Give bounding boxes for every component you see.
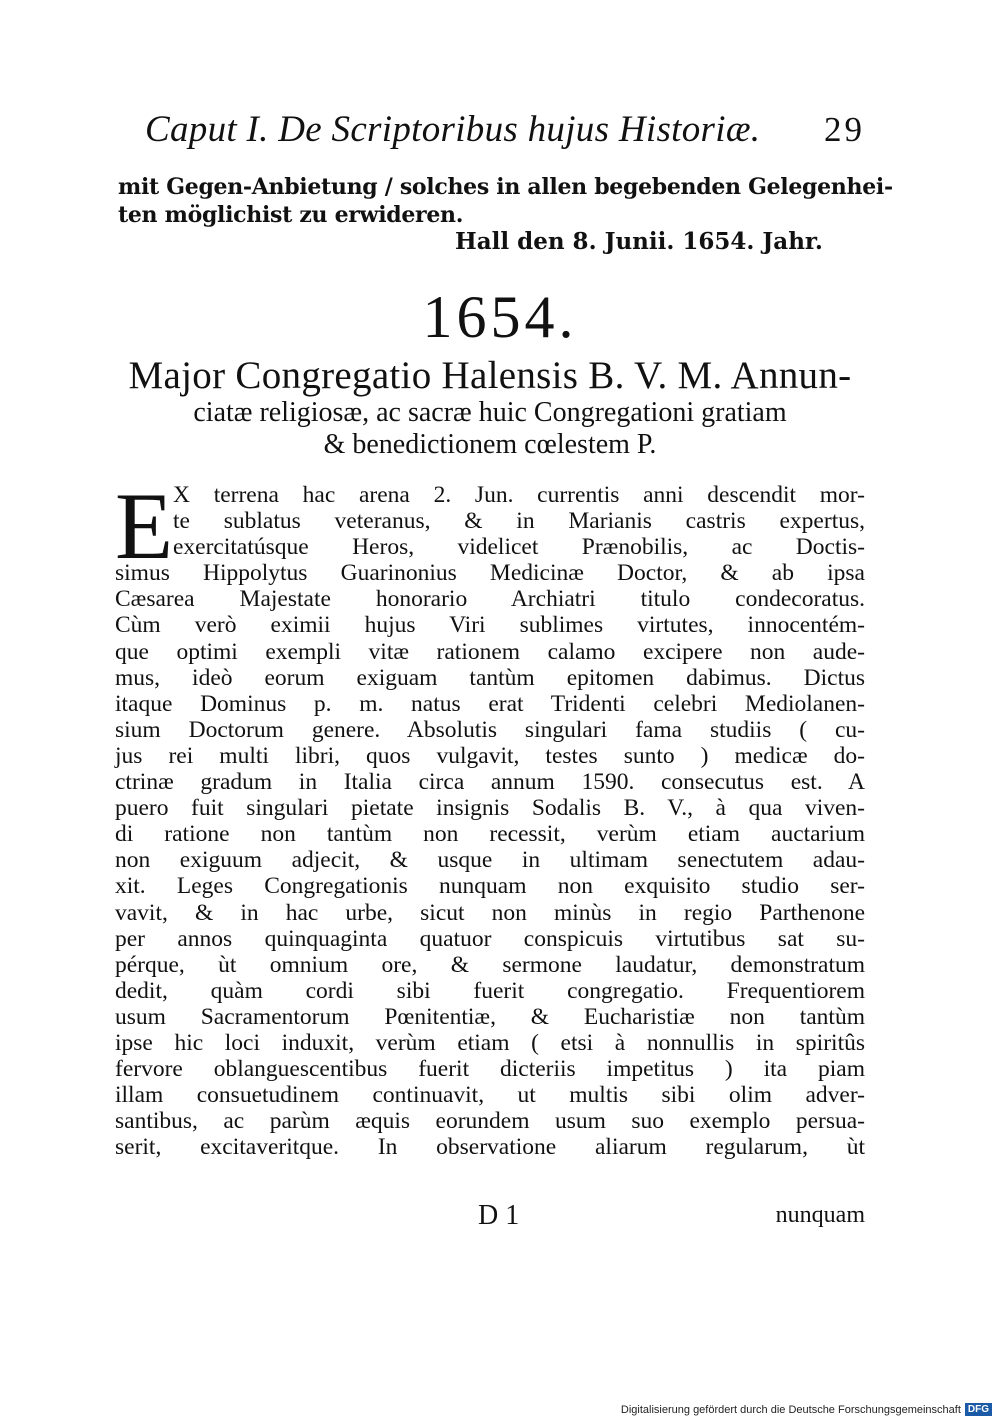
text-line: ctrinæ gradum in Italia circa annum 1590. consecutus est. A (115, 769, 865, 796)
text-line: itaque Dominus p. m. natus erat Tridenti celebri Mediolanen- (115, 690, 865, 717)
text-line: puero fuit singulari pietate insignis Sodalis B. V., à qua viven- (115, 795, 865, 822)
text-line: que optimi exempli vitæ rationem calamo excipere non aude- (115, 638, 865, 665)
heading-line-1: Major Congregatio Halensis B. V. M. Annun- (128, 354, 852, 397)
german-date-line: Hall den 8. Junii. 1654. Jahr. (455, 228, 823, 255)
text-line: per annos quinquaginta quatuor conspicuis virtutibus sat su- (115, 925, 865, 952)
drop-cap: E (115, 473, 174, 579)
text-line: dedit, quàm cordi sibi fuerit congregatio. Frequentiorem (115, 977, 865, 1004)
text-line: sium Doctorum genere. Absolutis singulari fama studiis ( cu- (115, 716, 865, 743)
text-line: Cùm verò eximii hujus Viri sublimes virtutes, innocentém- (115, 612, 865, 639)
german-letter-closing (118, 173, 893, 229)
text-line: pérque, ùt omnium ore, & sermone laudatur, demonstratum (115, 951, 865, 978)
text-line: exercitatúsque Heros, videlicet Prænobilis, ac Doctis- (173, 534, 865, 561)
section-heading (100, 355, 880, 461)
text-line: xit. Leges Congregationis nunquam non exquisito studio ser- (115, 873, 865, 900)
text-line: jus rei multi libri, quos vulgavit, testes sunto ) medicæ do- (115, 742, 865, 769)
text-line: Cæsarea Majestate honorario Archiatri titulo condecoratus. (115, 586, 865, 613)
text-line: vavit, & in hac urbe, sicut non minùs in regio Parthenone (115, 899, 865, 926)
text-line: di ratione non tantùm non recessit, verùm etiam auctarium (115, 821, 865, 848)
page-footer (115, 1200, 865, 1240)
text-line: non exiguum adjecit, & usque in ultimam senectutem adau- (115, 847, 865, 874)
text-line: X terrena hac arena 2. Jun. currentis anni descendit mor- (173, 482, 865, 508)
heading-line-3: & benedictionem cœlestem P. (323, 429, 657, 460)
year-heading: 1654. (422, 284, 578, 350)
text-line: te sublatus veteranus, & in Marianis castris expertus, (173, 508, 865, 535)
text-line: usum Sacramentorum Pœnitentiæ, & Eucharistiæ non tantùm (115, 1003, 865, 1030)
page-number: 29 (824, 110, 865, 149)
digitization-credit (621, 1403, 992, 1416)
text-line: illam consuetudinem continuavit, ut multis sibi olim adver- (115, 1082, 865, 1109)
text-line: fervore oblanguescentibus fuerit dicteriis impetitus ) ita piam (115, 1056, 865, 1083)
body-paragraph (115, 473, 865, 1161)
catchword: nunquam (775, 1202, 865, 1228)
text-line: ipse hic loci induxit, verùm etiam ( etsi à nonnullis in spiritûs (115, 1029, 865, 1056)
running-header (145, 108, 865, 156)
signature-mark: D 1 (478, 1200, 520, 1231)
text-line: serit, excitaveritque. In observatione aliarum regularum, ùt (115, 1134, 865, 1161)
text-line: santibus, ac parùm æquis eorundem usum suo exemplo persua- (115, 1108, 865, 1135)
german-line: mit Gegen-Anbietung / solches in allen begebenden Gelegenhei- (118, 174, 893, 200)
german-line: ten möglichist zu erwideren. (118, 202, 464, 228)
credit-text: Digitalisierung gefördert durch die Deutsche Forschungsgemeinschaft (620, 1403, 961, 1416)
dfg-logo-icon: DFG (965, 1403, 992, 1416)
heading-line-2: ciatæ religiosæ, ac sacræ huic Congregationi gratiam (193, 397, 787, 428)
running-title: Caput I. De Scriptoribus hujus Historiæ. (145, 109, 761, 150)
text-line: simus Hippolytus Guarinonius Medicinæ Doctor, & ab ipsa (115, 560, 865, 587)
text-line: mus, ideò eorum exiguam tantùm epitomen dabimus. Dictus (115, 664, 865, 691)
